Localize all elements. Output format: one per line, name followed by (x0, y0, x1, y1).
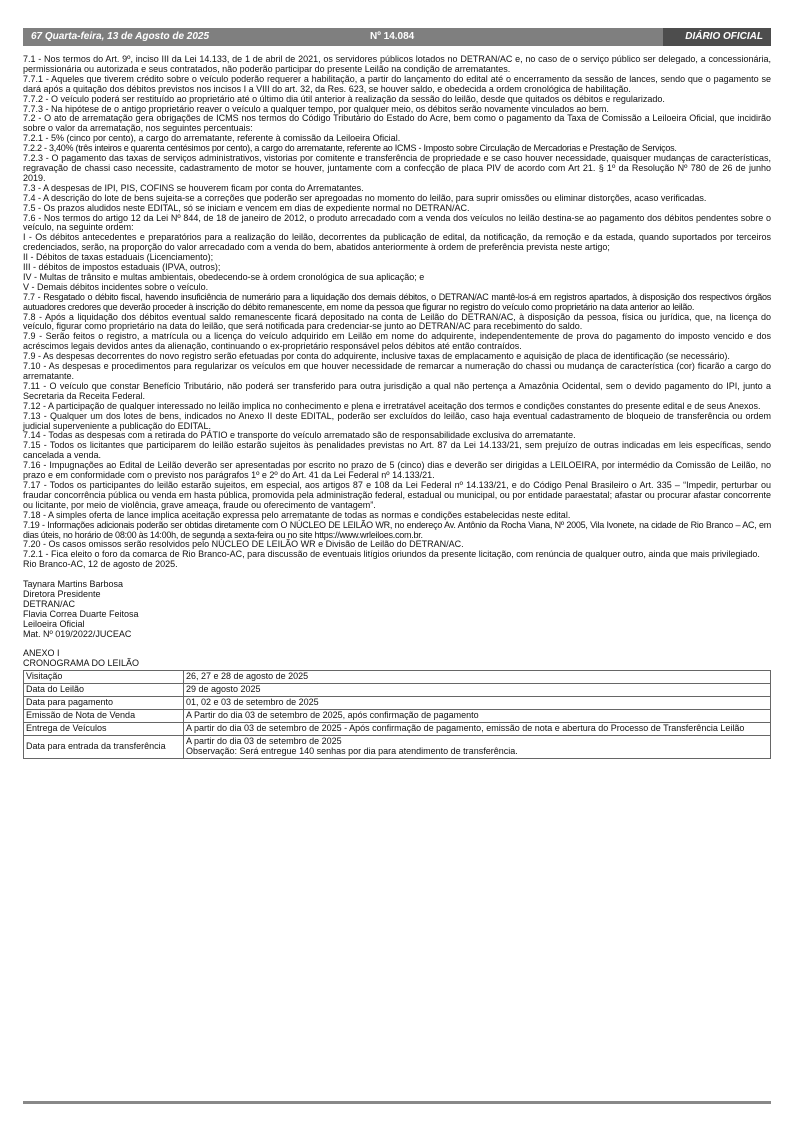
page-number-date: 67 Quarta-feira, 13 de Agosto de 2025 (31, 31, 210, 42)
page-header (23, 28, 771, 46)
table-row (24, 722, 771, 735)
paragraph: 7.7.2 - O veículo poderá ser restituído ao proprietário até o último dia útil anterior à realização da sessão do leilão, desde que quitados os débitos e regularizado. (23, 93, 665, 104)
schedule-table (23, 670, 771, 758)
paragraph: 7.14 - Todas as despesas com a retirada do PÁTIO e transporte do veículo arrematado são de responsabilidade exclusiva do arrematante. (23, 430, 576, 441)
paragraph: 7.9 - Serão feitos o registro, a matrícula ou a licença do veículo adquirido em Leilão em nome do adquirente, independentemente de prova do pagamento do imposto vencido e dos acréscimos legais devidos antes da alienação, continuando o ex-proprietário responsável pelos débitos até então contraídos. (23, 331, 771, 352)
paragraph: 7.2.2 - 3,40% (três inteiros e quarenta centésimos por cento), a cargo do arrematante, referente ao ICMS - Imposto sobre Circulação de Mercadorias e Prestação de Serviços. (23, 143, 677, 154)
paragraph: 7.11 - O veículo que constar Benefício Tributário, não poderá ser transferido para outra jurisdição a qual não pertença a Amazônia Ocidental, sem o devido pagamento do IPI, junto a Secretaria da Receita Federal. (23, 380, 771, 401)
paragraph: 7.2 - O ato de arrematação gera obrigações de ICMS nos termos do Código Tributário do Estado do Acre, bem como o pagamento da Taxa de Comissão a Leiloeira Oficial, que incidirão sobre o valor da arrematação, nos seguintes percentuais: (23, 113, 771, 134)
table-row (24, 671, 771, 684)
table-row (24, 709, 771, 722)
paragraph: II - Débitos de taxas estaduais (Licenciamento); (23, 252, 214, 263)
paragraph: V - Demais débitos incidentes sobre o veículo. (23, 281, 209, 292)
paragraph: III - débitos de impostos estaduais (IPVA, outros); (23, 262, 221, 273)
paragraph: 7.10 - As despesas e procedimentos para regularizar os veículos em que houver necessidade de remarcar a numeração do chassi ou mudança de característica (cor) ficarão a cargo do arrematante. (23, 361, 771, 381)
signer-role: Leiloeira Oficial (23, 618, 85, 629)
signer-registration: Mat. Nº 019/2022/JUCEAC (23, 628, 132, 639)
signer-name: Taynara Martins Barbosa (23, 579, 124, 590)
table-cell-value: A Partir do dia 03 de setembro de 2025, após confirmação de pagamento (184, 709, 771, 722)
paragraph: 7.16 - Impugnações ao Edital de Leilão deverão ser apresentadas por escrito no prazo de 5 (cinco) dias e deverão ser dirigidas a LEILOEIRA, por intermédio da Comissão de Leilão, no prazo e em conformidade com o previsto nos parágrafos 1º e 2º do Art. 41 da Lei Federal nº 14.133/21. (23, 460, 771, 481)
table-cell-value: 01, 02 e 03 de setembro de 2025 (184, 696, 771, 709)
table-row (24, 735, 771, 758)
table-cell-label: Data do Leilão (24, 684, 184, 697)
table-cell-label: Data para entrada da transferência (24, 735, 184, 758)
paragraph: 7.3 - A despesas de IPI, PIS, COFINS se houverem ficam por conta do Arrematantes. (23, 182, 364, 193)
paragraph: 7.9 - As despesas decorrentes do novo registro serão efetuadas por conta do adquirente, inclusive taxas de emplacamento e aquisição de placa de identificação (se necessário). (23, 351, 730, 362)
table-row (24, 696, 771, 709)
paragraph: 7.2.1 - 5% (cinco por cento), a cargo do arrematante, referente à comissão da Leiloeira Oficial. (23, 133, 401, 144)
paragraph: 7.1 - Nos termos do Art. 9º, inciso III da Lei 14.133, de 1 de abril de 2021, os servidores públicos lotados no DETRAN/AC e, no caso de o serviço público ser delegado, a concessionária, permissionária ou autorizada e seus contratados, não poderão participar do presente Leilão na condição de arrematantes. (23, 54, 771, 74)
publication-title: DIÁRIO OFICIAL (663, 28, 771, 46)
paragraph: 7.5 - Os prazos aludidos neste EDITAL, só se iniciam e vencem em dias de expediente normal no DETRAN/AC. (23, 202, 470, 213)
paragraph-date: Rio Branco-AC, 12 de agosto de 2025. (23, 559, 178, 570)
signer-role: Diretora Presidente (23, 588, 101, 599)
table-cell-note: Observação: Será entregue 140 senhas por dia para atendimento de transferência. (186, 745, 518, 756)
paragraph: 7.7 - Resgatado o débito fiscal, havendo insuficiência de numerário para a liquidação dos demais débitos, o DETRAN/AC mantê-los-á em registros apartados, à disposição dos respectivos órgãos autuadores credores que deverão proceder à inscrição do débito remanescente, em nome da pessoa que figurar no registro do veículo como proprietário na data anterior ao leilão. (23, 291, 771, 312)
paragraph: 7.13 - Qualquer um dos lotes de bens, indicados no Anexo II deste EDITAL, poderão ser excluídos do leilão, caso haja eventual cadastramento de bloqueio de transferência ou ordem judicial superveniente a publicação do EDITAL. (23, 410, 771, 431)
table-cell-value (184, 735, 771, 758)
paragraph: 7.7.1 - Aqueles que tiverem crédito sobre o veículo poderão requerer a habilitação, a partir do lançamento do edital até o encerramento da sessão de lances, sendo que o pagamento se dará após a quitação dos débitos previstos nos incisos I a VIII do art. 32, da Res. 623, se houver saldo, e obedecida a ordem cronológica de habilitação. (23, 73, 771, 94)
table-cell-label: Data para pagamento (24, 696, 184, 709)
edition-number: Nº 14.084 (370, 31, 415, 42)
table-cell-value: A partir do dia 03 de setembro de 2025 - Após confirmação de pagamento, emissão de nota e abertura do Processo de Transferência Leilão (184, 722, 771, 735)
table-cell-label: Entrega de Veículos (24, 722, 184, 735)
table-row (24, 684, 771, 697)
signer-name: Flavia Correa Duarte Feitosa (23, 608, 139, 619)
footer-rule (23, 1101, 771, 1104)
annex-section (23, 649, 771, 758)
paragraph: 7.2.1 - Fica eleito o foro da comarca de Rio Branco-AC, para discussão de eventuais litígios oriundos da presente licitação, com renúncia de qualquer outro, ainda que mais privilegiado. (23, 549, 760, 560)
annex-subtitle: CRONOGRAMA DO LEILÃO (23, 658, 140, 669)
table-cell-line: A partir do dia 03 de setembro de 2025 (186, 735, 342, 746)
paragraph: 7.20 - Os casos omissos serão resolvidos pelo NÚCLEO DE LEILÃO WR e Divisão de Leilão do DETRAN/AC. (23, 539, 464, 550)
paragraph: IV - Multas de trânsito e multas ambientais, obedecendo-se à ordem cronológica de sua aplicação; e (23, 271, 425, 282)
table-cell-label: Visitação (24, 671, 184, 684)
paragraph: 7.12 - A participação de qualquer interessado no leilão implica no conhecimento e plena e irretratável aceitação dos termos e condições constantes do presente edital e de seus Anexos. (23, 400, 761, 411)
signature-block (23, 580, 771, 639)
signer-org: DETRAN/AC (23, 598, 76, 609)
paragraph: 7.8 - Após a liquidação dos débitos eventual saldo remanescente ficará depositado na conta de Leilão do DETRAN/AC, à disposição da pessoa, física ou jurídica, que, na licença do veículo, figurar como proprietário na data do leilão, que será notificada para credenciar-se junto ao DETRAN/AC para recebimento do saldo. (23, 311, 771, 332)
paragraph: 7.19 - Informações adicionais poderão ser obtidas diretamente com O NÚCLEO DE LEILÃO WR, no endereço Av. Antônio da Rocha Viana, Nº 2005, Vila Ivonete, na cidade de Rio Branco – AC, em dias úteis, no horário de 08:00 às 14:00h, de segunda a sexta-feira ou no site https://www.wrleiloes.com.br. (23, 519, 771, 540)
paragraph: 7.7.3 - Na hipótese de o antigo proprietário reaver o veículo a qualquer tempo, por qualquer meio, os débitos serão novamente vinculados ao bem. (23, 103, 609, 114)
paragraph: 7.18 - A simples oferta de lance implica aceitação expressa pelo arrematante de todas as normas e condições estabelecidas neste edital. (23, 509, 571, 520)
paragraph: 7.6 - Nos termos do artigo 12 da Lei Nº 844, de 18 de janeiro de 2012, o produto arrecadado com a venda dos veículos no leilão destina-se ao pagamento dos débitos pendentes sobre o veículo, na seguinte ordem: (23, 212, 771, 233)
table-cell-value: 29 de agosto 2025 (184, 684, 771, 697)
document-body (23, 55, 771, 759)
paragraph: 7.4 - A descrição do lote de bens sujeita-se a correções que poderão ser apregoadas no momento do leilão, para suprir omissões ou eliminar distorções, acaso verificadas. (23, 192, 707, 203)
paragraph: 7.15 - Todos os licitantes que participarem do leilão estarão sujeitos às penalidades previstas no Art. 87 da Lei 14.133/21, sem prejuízo de outras indicadas em leis específicas, sendo cancelada a venda. (23, 440, 771, 461)
table-cell-value: 26, 27 e 28 de agosto de 2025 (184, 671, 771, 684)
annex-title: ANEXO I (23, 648, 60, 659)
paragraph: 7.2.3 - O pagamento das taxas de serviços administrativos, vistorias por comitente e transferência de propriedade e se caso houver necessidade, quaisquer mudanças de características, regravação de chassi caso necessite, cadastramento de motor se houver, juntamente com a confecção de placa PIV de acordo com Art 21. § 1º da Resolução Nº 780 de 26 de junho 2019. (23, 153, 771, 183)
paragraph: 7.17 - Todos os participantes do leilão estarão sujeitos, em especial, aos artigos 87 e 108 da Lei Federal nº 14.133/21, e do Código Penal Brasileiro o Art. 335 – “Impedir, perturbar ou fraudar concorrência pública ou venda em hasta pública, promovida pela administração federal, estadual ou municipal, ou por entidade paraestatal; afastar ou procurar afastar concorrente ou licitante, por meio de violência, grave ameaça, fraude ou oferecimento de vantagem”. (23, 479, 771, 510)
table-cell-label: Emissão de Nota de Venda (24, 709, 184, 722)
paragraph: I - Os débitos antecedentes e preparatórios para a realização do leilão, decorrentes da publicação de edital, da notificação, da remoção e da estada, quando suportados por terceiros credenciados, serão, na proporção do valor arrecadado com a venda do bem, abatidos anteriormente à ordem de preferência prevista neste artigo; (23, 232, 771, 253)
